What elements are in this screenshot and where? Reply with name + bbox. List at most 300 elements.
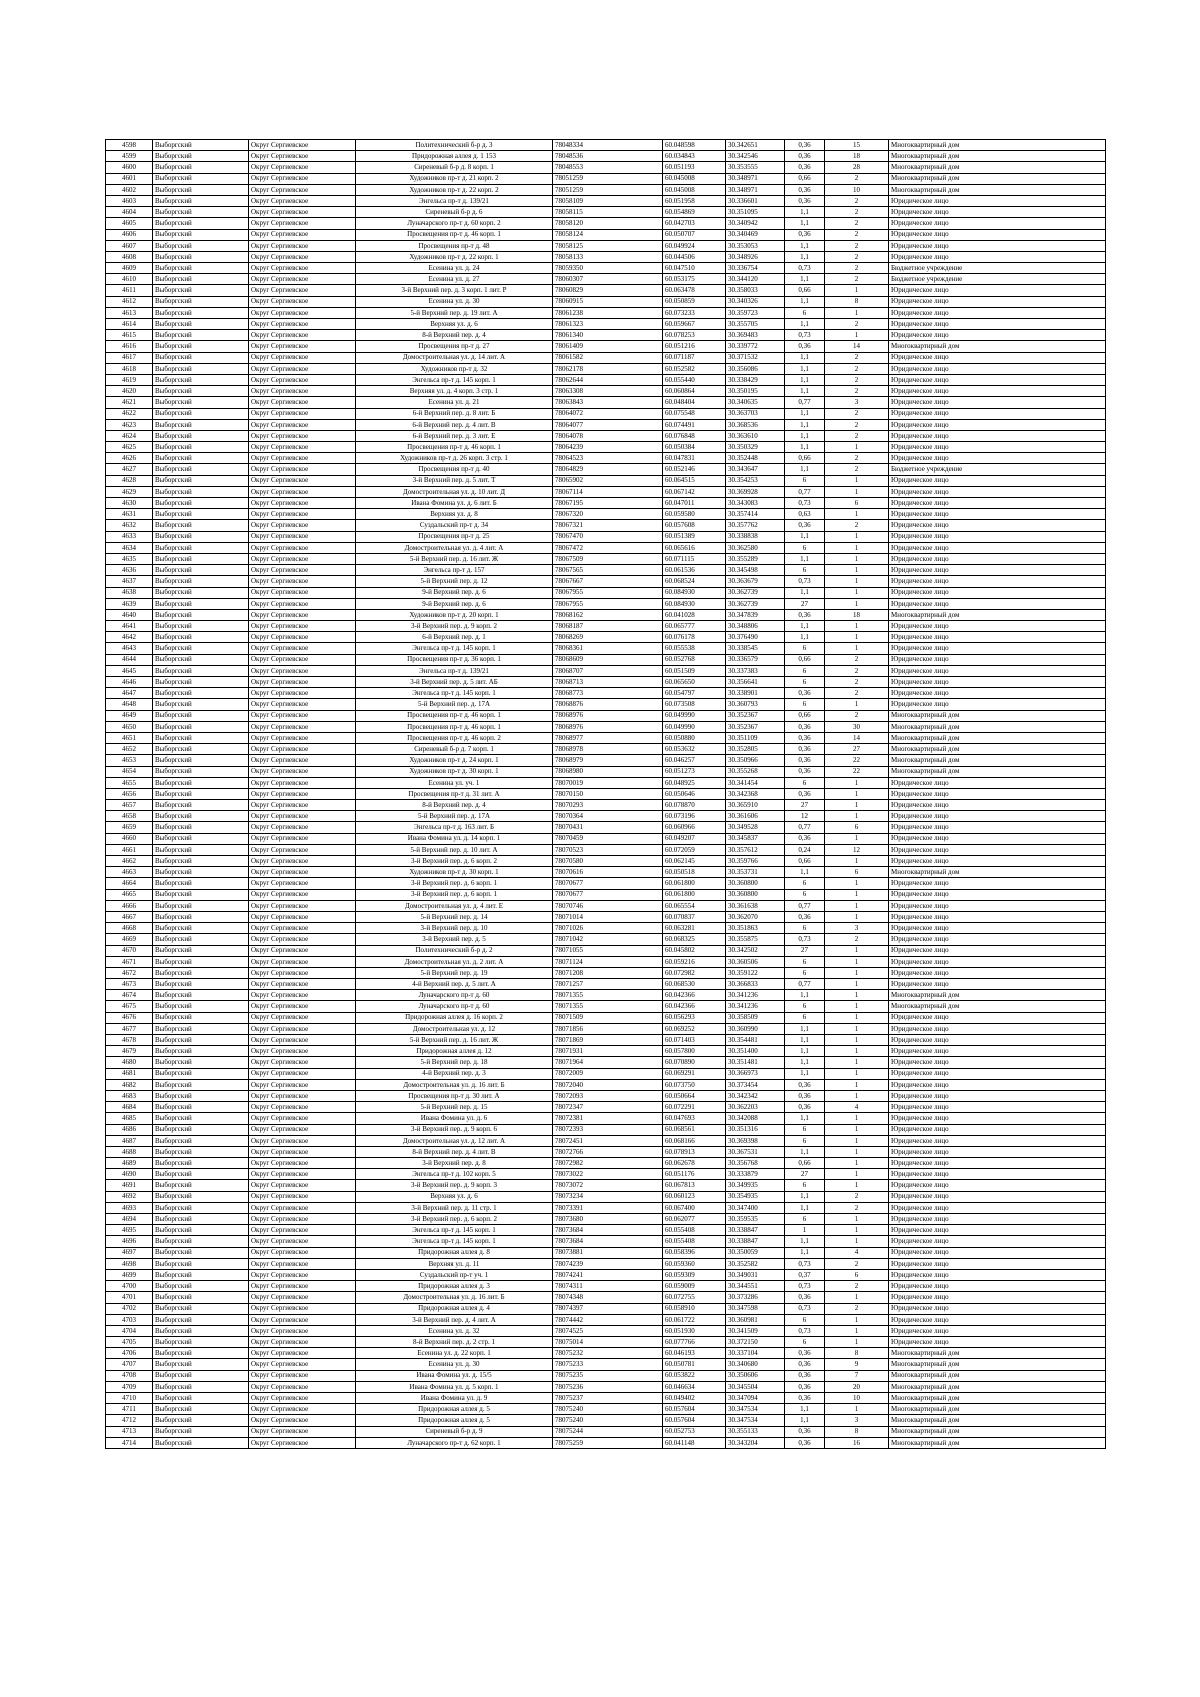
table-row — [106, 374, 1106, 385]
cell-code: 78068979 — [553, 755, 663, 766]
cell-municipal-okrug: Округ Сергиевское — [249, 1068, 356, 1079]
cell-latitude: 60.052768 — [663, 654, 726, 665]
cell-municipal-okrug: Округ Сергиевское — [249, 956, 356, 967]
cell-district: Выборгский — [153, 1001, 249, 1012]
table-row — [106, 1236, 1106, 1247]
cell-district: Выборгский — [153, 397, 249, 408]
cell-district: Выборгский — [153, 811, 249, 822]
cell-address: 9-й Верхний пер. д. 6 — [356, 587, 553, 598]
cell-latitude: 60.061800 — [663, 889, 726, 900]
cell-count: 1 — [825, 1124, 889, 1135]
table-row — [106, 1404, 1106, 1415]
cell-district: Выборгский — [153, 1314, 249, 1325]
cell-code: 78058109 — [553, 195, 663, 206]
cell-district: Выборгский — [153, 732, 249, 743]
table-row — [106, 833, 1106, 844]
cell-latitude: 60.069291 — [663, 1068, 726, 1079]
cell-municipal-okrug: Округ Сергиевское — [249, 889, 356, 900]
cell-district: Выборгский — [153, 1169, 249, 1180]
table-row — [106, 453, 1106, 464]
cell-owner-type: Юридическое лицо — [889, 665, 1106, 676]
cell-count: 1 — [825, 1057, 889, 1068]
cell-owner-type: Юридическое лицо — [889, 1068, 1106, 1079]
cell-address: Ивана Фомина ул. д. 6 — [356, 1113, 553, 1124]
cell-value: 0,77 — [785, 979, 825, 990]
cell-district: Выборгский — [153, 1046, 249, 1057]
cell-code: 78071124 — [553, 956, 663, 967]
cell-latitude: 60.073196 — [663, 811, 726, 822]
cell-count: 1 — [825, 956, 889, 967]
cell-owner-type: Юридическое лицо — [889, 945, 1106, 956]
cell-owner-type: Юридическое лицо — [889, 1046, 1106, 1057]
cell-row-number: 4684 — [106, 1102, 153, 1113]
cell-longitude: 30.360981 — [726, 1314, 785, 1325]
table-row — [106, 911, 1106, 922]
cell-address: Сиреневый б-р д. 7 корп. 1 — [356, 744, 553, 755]
cell-municipal-okrug: Округ Сергиевское — [249, 1158, 356, 1169]
cell-municipal-okrug: Округ Сергиевское — [249, 352, 356, 363]
cell-municipal-okrug: Округ Сергиевское — [249, 162, 356, 173]
table-row — [106, 1090, 1106, 1101]
cell-value: 1,1 — [785, 1068, 825, 1079]
cell-code: 78067509 — [553, 553, 663, 564]
cell-row-number: 4694 — [106, 1214, 153, 1225]
cell-owner-type: Многоквартирный дом — [889, 1393, 1106, 1404]
cell-count: 1 — [825, 330, 889, 341]
cell-code: 78073234 — [553, 1191, 663, 1202]
cell-district: Выборгский — [153, 1158, 249, 1169]
table-row — [106, 1146, 1106, 1157]
table-row — [106, 207, 1106, 218]
cell-municipal-okrug: Округ Сергиевское — [249, 341, 356, 352]
cell-owner-type: Юридическое лицо — [889, 911, 1106, 922]
cell-address: Суздальский пр-т уч. 1 — [356, 1269, 553, 1280]
cell-owner-type: Юридическое лицо — [889, 833, 1106, 844]
cell-count: 1 — [825, 945, 889, 956]
cell-count: 1 — [825, 1090, 889, 1101]
cell-latitude: 60.073750 — [663, 1079, 726, 1090]
cell-row-number: 4647 — [106, 688, 153, 699]
cell-owner-type: Юридическое лицо — [889, 397, 1106, 408]
table-row — [106, 319, 1106, 330]
cell-address: Просвещения пр-т д. 46 корп. 1 — [356, 442, 553, 453]
cell-row-number: 4667 — [106, 911, 153, 922]
cell-row-number: 4675 — [106, 1001, 153, 1012]
cell-longitude: 30.353731 — [726, 867, 785, 878]
table-row — [106, 184, 1106, 195]
cell-district: Выборгский — [153, 1079, 249, 1090]
cell-longitude: 30.342342 — [726, 1090, 785, 1101]
cell-latitude: 60.084930 — [663, 598, 726, 609]
cell-value: 0,36 — [785, 766, 825, 777]
cell-latitude: 60.067400 — [663, 1202, 726, 1213]
cell-count: 1 — [825, 990, 889, 1001]
cell-district: Выборгский — [153, 609, 249, 620]
cell-longitude: 30.358509 — [726, 1012, 785, 1023]
cell-municipal-okrug: Округ Сергиевское — [249, 979, 356, 990]
cell-municipal-okrug: Округ Сергиевское — [249, 699, 356, 710]
cell-value: 0,36 — [785, 788, 825, 799]
table-row — [106, 732, 1106, 743]
cell-owner-type: Юридическое лицо — [889, 677, 1106, 688]
cell-value: 1,1 — [785, 1046, 825, 1057]
cell-municipal-okrug: Округ Сергиевское — [249, 800, 356, 811]
cell-address: Просвещения пр-т д. 40 — [356, 464, 553, 475]
cell-row-number: 4692 — [106, 1191, 153, 1202]
table-row — [106, 442, 1106, 453]
cell-district: Выборгский — [153, 1236, 249, 1247]
cell-count: 30 — [825, 721, 889, 732]
cell-row-number: 4658 — [106, 811, 153, 822]
cell-latitude: 60.051509 — [663, 665, 726, 676]
cell-row-number: 4646 — [106, 677, 153, 688]
cell-count: 1 — [825, 1135, 889, 1146]
cell-count: 2 — [825, 240, 889, 251]
cell-longitude: 30.363703 — [726, 408, 785, 419]
cell-row-number: 4603 — [106, 195, 153, 206]
cell-row-number: 4696 — [106, 1236, 153, 1247]
cell-count: 1 — [825, 475, 889, 486]
cell-owner-type: Многоквартирный дом — [889, 1426, 1106, 1437]
cell-count: 3 — [825, 397, 889, 408]
cell-municipal-okrug: Округ Сергиевское — [249, 1214, 356, 1225]
cell-value: 0,36 — [785, 609, 825, 620]
cell-value: 1,1 — [785, 319, 825, 330]
cell-count: 8 — [825, 1426, 889, 1437]
cell-value: 27 — [785, 1169, 825, 1180]
table-row — [106, 1001, 1106, 1012]
cell-address: Просвещения пр-т д. 46 корп. 2 — [356, 732, 553, 743]
cell-latitude: 60.052753 — [663, 1426, 726, 1437]
cell-owner-type: Юридическое лицо — [889, 889, 1106, 900]
cell-owner-type: Юридическое лицо — [889, 553, 1106, 564]
cell-row-number: 4615 — [106, 330, 153, 341]
cell-count: 1 — [825, 576, 889, 587]
cell-longitude: 30.355875 — [726, 934, 785, 945]
table-row — [106, 621, 1106, 632]
cell-row-number: 4614 — [106, 319, 153, 330]
table-row — [106, 553, 1106, 564]
cell-owner-type: Юридическое лицо — [889, 307, 1106, 318]
cell-owner-type: Многоквартирный дом — [889, 1404, 1106, 1415]
cell-municipal-okrug: Округ Сергиевское — [249, 218, 356, 229]
cell-value: 1,1 — [785, 352, 825, 363]
cell-municipal-okrug: Округ Сергиевское — [249, 1169, 356, 1180]
cell-municipal-okrug: Округ Сергиевское — [249, 397, 356, 408]
table-row — [106, 1337, 1106, 1348]
cell-address: 3-й Верхний пер. д. 9 корп. 2 — [356, 621, 553, 632]
cell-latitude: 60.050859 — [663, 296, 726, 307]
cell-owner-type: Юридическое лицо — [889, 1292, 1106, 1303]
cell-code: 78067321 — [553, 520, 663, 531]
cell-row-number: 4707 — [106, 1359, 153, 1370]
cell-latitude: 60.046193 — [663, 1348, 726, 1359]
table-row — [106, 878, 1106, 889]
table-row — [106, 1023, 1106, 1034]
cell-latitude: 60.060864 — [663, 386, 726, 397]
cell-district: Выборгский — [153, 162, 249, 173]
cell-latitude: 60.076178 — [663, 632, 726, 643]
cell-longitude: 30.354935 — [726, 1191, 785, 1202]
cell-district: Выборгский — [153, 352, 249, 363]
cell-municipal-okrug: Округ Сергиевское — [249, 1393, 356, 1404]
cell-code: 78048536 — [553, 151, 663, 162]
table-row — [106, 1370, 1106, 1381]
cell-longitude: 30.340680 — [726, 1359, 785, 1370]
cell-district: Выборгский — [153, 386, 249, 397]
cell-longitude: 30.338847 — [726, 1225, 785, 1236]
cell-row-number: 4682 — [106, 1079, 153, 1090]
cell-owner-type: Юридическое лицо — [889, 453, 1106, 464]
cell-longitude: 30.369398 — [726, 1135, 785, 1146]
table-row — [106, 721, 1106, 732]
cell-code: 78073072 — [553, 1180, 663, 1191]
cell-count: 1 — [825, 777, 889, 788]
cell-row-number: 4625 — [106, 442, 153, 453]
cell-district: Выборгский — [153, 274, 249, 285]
cell-owner-type: Юридическое лицо — [889, 1214, 1106, 1225]
cell-value: 1,1 — [785, 274, 825, 285]
cell-longitude: 30.342546 — [726, 151, 785, 162]
cell-code: 78064239 — [553, 442, 663, 453]
cell-district: Выборгский — [153, 1214, 249, 1225]
cell-code: 78071355 — [553, 1001, 663, 1012]
cell-address: Энгельса пр-т д. 145 корп. 1 — [356, 374, 553, 385]
table-row — [106, 800, 1106, 811]
table-row — [106, 1135, 1106, 1146]
cell-row-number: 4598 — [106, 140, 153, 151]
cell-latitude: 60.062145 — [663, 856, 726, 867]
cell-address: Просвещения пр-т д. 27 — [356, 341, 553, 352]
cell-code: 78068187 — [553, 621, 663, 632]
cell-count: 2 — [825, 688, 889, 699]
cell-longitude: 30.345504 — [726, 1381, 785, 1392]
cell-municipal-okrug: Округ Сергиевское — [249, 263, 356, 274]
cell-row-number: 4711 — [106, 1404, 153, 1415]
cell-code: 78060307 — [553, 274, 663, 285]
cell-district: Выборгский — [153, 1124, 249, 1135]
cell-count: 2 — [825, 654, 889, 665]
cell-count: 2 — [825, 1303, 889, 1314]
cell-address: 8-й Верхний пер. д. 4 — [356, 800, 553, 811]
cell-municipal-okrug: Округ Сергиевское — [249, 565, 356, 576]
cell-latitude: 60.061536 — [663, 565, 726, 576]
cell-owner-type: Юридическое лицо — [889, 923, 1106, 934]
cell-municipal-okrug: Округ Сергиевское — [249, 1314, 356, 1325]
cell-count: 1 — [825, 553, 889, 564]
cell-latitude: 60.047693 — [663, 1113, 726, 1124]
cell-code: 78068713 — [553, 677, 663, 688]
cell-owner-type: Многоквартирный дом — [889, 732, 1106, 743]
cell-row-number: 4681 — [106, 1068, 153, 1079]
cell-value: 1,1 — [785, 1023, 825, 1034]
cell-municipal-okrug: Округ Сергиевское — [249, 1359, 356, 1370]
cell-district: Выборгский — [153, 979, 249, 990]
cell-code: 78070459 — [553, 833, 663, 844]
cell-value: 6 — [785, 1314, 825, 1325]
cell-code: 78071869 — [553, 1035, 663, 1046]
cell-count: 2 — [825, 274, 889, 285]
cell-district: Выборгский — [153, 509, 249, 520]
cell-count: 2 — [825, 1191, 889, 1202]
cell-code: 78073881 — [553, 1247, 663, 1258]
cell-row-number: 4700 — [106, 1281, 153, 1292]
cell-longitude: 30.371532 — [726, 352, 785, 363]
cell-code: 78075259 — [553, 1437, 663, 1448]
cell-longitude: 30.350195 — [726, 386, 785, 397]
cell-value: 6 — [785, 643, 825, 654]
cell-count: 2 — [825, 229, 889, 240]
cell-row-number: 4635 — [106, 553, 153, 564]
cell-owner-type: Юридическое лицо — [889, 486, 1106, 497]
cell-municipal-okrug: Округ Сергиевское — [249, 1426, 356, 1437]
cell-district: Выборгский — [153, 341, 249, 352]
table-row — [106, 1169, 1106, 1180]
cell-address: Домостроительная ул. д. 4 лит. Е — [356, 900, 553, 911]
cell-count: 6 — [825, 867, 889, 878]
cell-row-number: 4640 — [106, 609, 153, 620]
cell-value: 6 — [785, 699, 825, 710]
cell-latitude: 60.075548 — [663, 408, 726, 419]
cell-owner-type: Юридическое лицо — [889, 598, 1106, 609]
cell-address: Домостроительная ул. д. 10 лит. Д — [356, 486, 553, 497]
cell-latitude: 60.049402 — [663, 1393, 726, 1404]
cell-district: Выборгский — [153, 1035, 249, 1046]
cell-value: 0,36 — [785, 833, 825, 844]
cell-address: 9-й Верхний пер. д. 6 — [356, 598, 553, 609]
cell-code: 78068609 — [553, 654, 663, 665]
cell-row-number: 4634 — [106, 542, 153, 553]
cell-count: 2 — [825, 218, 889, 229]
cell-row-number: 4714 — [106, 1437, 153, 1448]
cell-code: 78064829 — [553, 464, 663, 475]
cell-district: Выборгский — [153, 285, 249, 296]
cell-municipal-okrug: Округ Сергиевское — [249, 576, 356, 587]
cell-code: 78070616 — [553, 867, 663, 878]
cell-row-number: 4713 — [106, 1426, 153, 1437]
cell-municipal-okrug: Округ Сергиевское — [249, 229, 356, 240]
cell-municipal-okrug: Округ Сергиевское — [249, 307, 356, 318]
cell-owner-type: Юридическое лицо — [889, 1202, 1106, 1213]
cell-address: Просвещения пр-т д. 31 лит. А — [356, 788, 553, 799]
cell-row-number: 4665 — [106, 889, 153, 900]
cell-owner-type: Юридическое лицо — [889, 475, 1106, 486]
cell-latitude: 60.059580 — [663, 509, 726, 520]
cell-latitude: 60.041148 — [663, 1437, 726, 1448]
cell-address: 3-й Верхний пер. д. 11 стр. 1 — [356, 1202, 553, 1213]
cell-count: 2 — [825, 207, 889, 218]
table-row — [106, 520, 1106, 531]
cell-count: 1 — [825, 509, 889, 520]
cell-longitude: 30.341454 — [726, 777, 785, 788]
cell-district: Выборгский — [153, 319, 249, 330]
cell-owner-type: Юридическое лицо — [889, 1303, 1106, 1314]
cell-value: 0,36 — [785, 1426, 825, 1437]
cell-value: 1,1 — [785, 363, 825, 374]
cell-longitude: 30.365910 — [726, 800, 785, 811]
cell-municipal-okrug: Округ Сергиевское — [249, 609, 356, 620]
cell-owner-type: Юридическое лицо — [889, 1247, 1106, 1258]
cell-address: 5-й Верхний пер. д. 18 — [356, 1057, 553, 1068]
cell-row-number: 4637 — [106, 576, 153, 587]
cell-latitude: 60.049990 — [663, 721, 726, 732]
cell-district: Выборгский — [153, 844, 249, 855]
cell-municipal-okrug: Округ Сергиевское — [249, 945, 356, 956]
cell-code: 78067565 — [553, 565, 663, 576]
cell-municipal-okrug: Округ Сергиевское — [249, 1090, 356, 1101]
cell-municipal-okrug: Округ Сергиевское — [249, 330, 356, 341]
cell-latitude: 60.067813 — [663, 1180, 726, 1191]
cell-value: 6 — [785, 1180, 825, 1191]
cell-longitude: 30.361638 — [726, 900, 785, 911]
cell-latitude: 60.057604 — [663, 1415, 726, 1426]
cell-address: Есенина ул. д. 32 — [356, 1325, 553, 1336]
table-row — [106, 1225, 1106, 1236]
cell-owner-type: Юридическое лицо — [889, 419, 1106, 430]
cell-municipal-okrug: Округ Сергиевское — [249, 442, 356, 453]
cell-count: 6 — [825, 822, 889, 833]
cell-longitude: 30.369928 — [726, 486, 785, 497]
table-row — [106, 1292, 1106, 1303]
cell-owner-type: Многоквартирный дом — [889, 1348, 1106, 1359]
cell-latitude: 60.061722 — [663, 1314, 726, 1325]
cell-row-number: 4612 — [106, 296, 153, 307]
cell-latitude: 60.050880 — [663, 732, 726, 743]
cell-count: 14 — [825, 732, 889, 743]
cell-value: 1,1 — [785, 251, 825, 262]
cell-value: 6 — [785, 665, 825, 676]
cell-latitude: 60.051216 — [663, 341, 726, 352]
cell-owner-type: Многоквартирный дом — [889, 173, 1106, 184]
cell-district: Выборгский — [153, 878, 249, 889]
cell-owner-type: Многоквартирный дом — [889, 1001, 1106, 1012]
table-row — [106, 1068, 1106, 1079]
cell-address: Придорожная аллея д. 16 корп. 2 — [356, 1012, 553, 1023]
cell-latitude: 60.063478 — [663, 285, 726, 296]
table-row — [106, 654, 1106, 665]
cell-code: 78068976 — [553, 721, 663, 732]
cell-count: 2 — [825, 352, 889, 363]
cell-address: 5-й Верхний пер. д. 19 — [356, 967, 553, 978]
cell-latitude: 60.034843 — [663, 151, 726, 162]
cell-row-number: 4618 — [106, 363, 153, 374]
table-row — [106, 408, 1106, 419]
cell-latitude: 60.047831 — [663, 453, 726, 464]
cell-row-number: 4686 — [106, 1124, 153, 1135]
cell-value: 1,1 — [785, 531, 825, 542]
cell-code: 78071014 — [553, 911, 663, 922]
cell-count: 2 — [825, 934, 889, 945]
cell-owner-type: Юридическое лицо — [889, 229, 1106, 240]
cell-address: 4-й Верхний пер. д. 5 лит. А — [356, 979, 553, 990]
cell-row-number: 4645 — [106, 665, 153, 676]
cell-address: Художников пр-т д. 30 корп. 1 — [356, 867, 553, 878]
cell-row-number: 4685 — [106, 1113, 153, 1124]
cell-latitude: 60.065777 — [663, 621, 726, 632]
cell-owner-type: Юридическое лицо — [889, 856, 1106, 867]
cell-latitude: 60.070890 — [663, 1057, 726, 1068]
cell-longitude: 30.348971 — [726, 184, 785, 195]
cell-count: 2 — [825, 195, 889, 206]
cell-code: 78070677 — [553, 889, 663, 900]
cell-district: Выборгский — [153, 1191, 249, 1202]
cell-value: 27 — [785, 800, 825, 811]
cell-latitude: 60.049207 — [663, 833, 726, 844]
cell-address: 5-й Верхний пер. д. 12 — [356, 576, 553, 587]
cell-address: Домостроительная ул. д. 16 лит. Б — [356, 1292, 553, 1303]
cell-district: Выборгский — [153, 307, 249, 318]
cell-latitude: 60.068524 — [663, 576, 726, 587]
